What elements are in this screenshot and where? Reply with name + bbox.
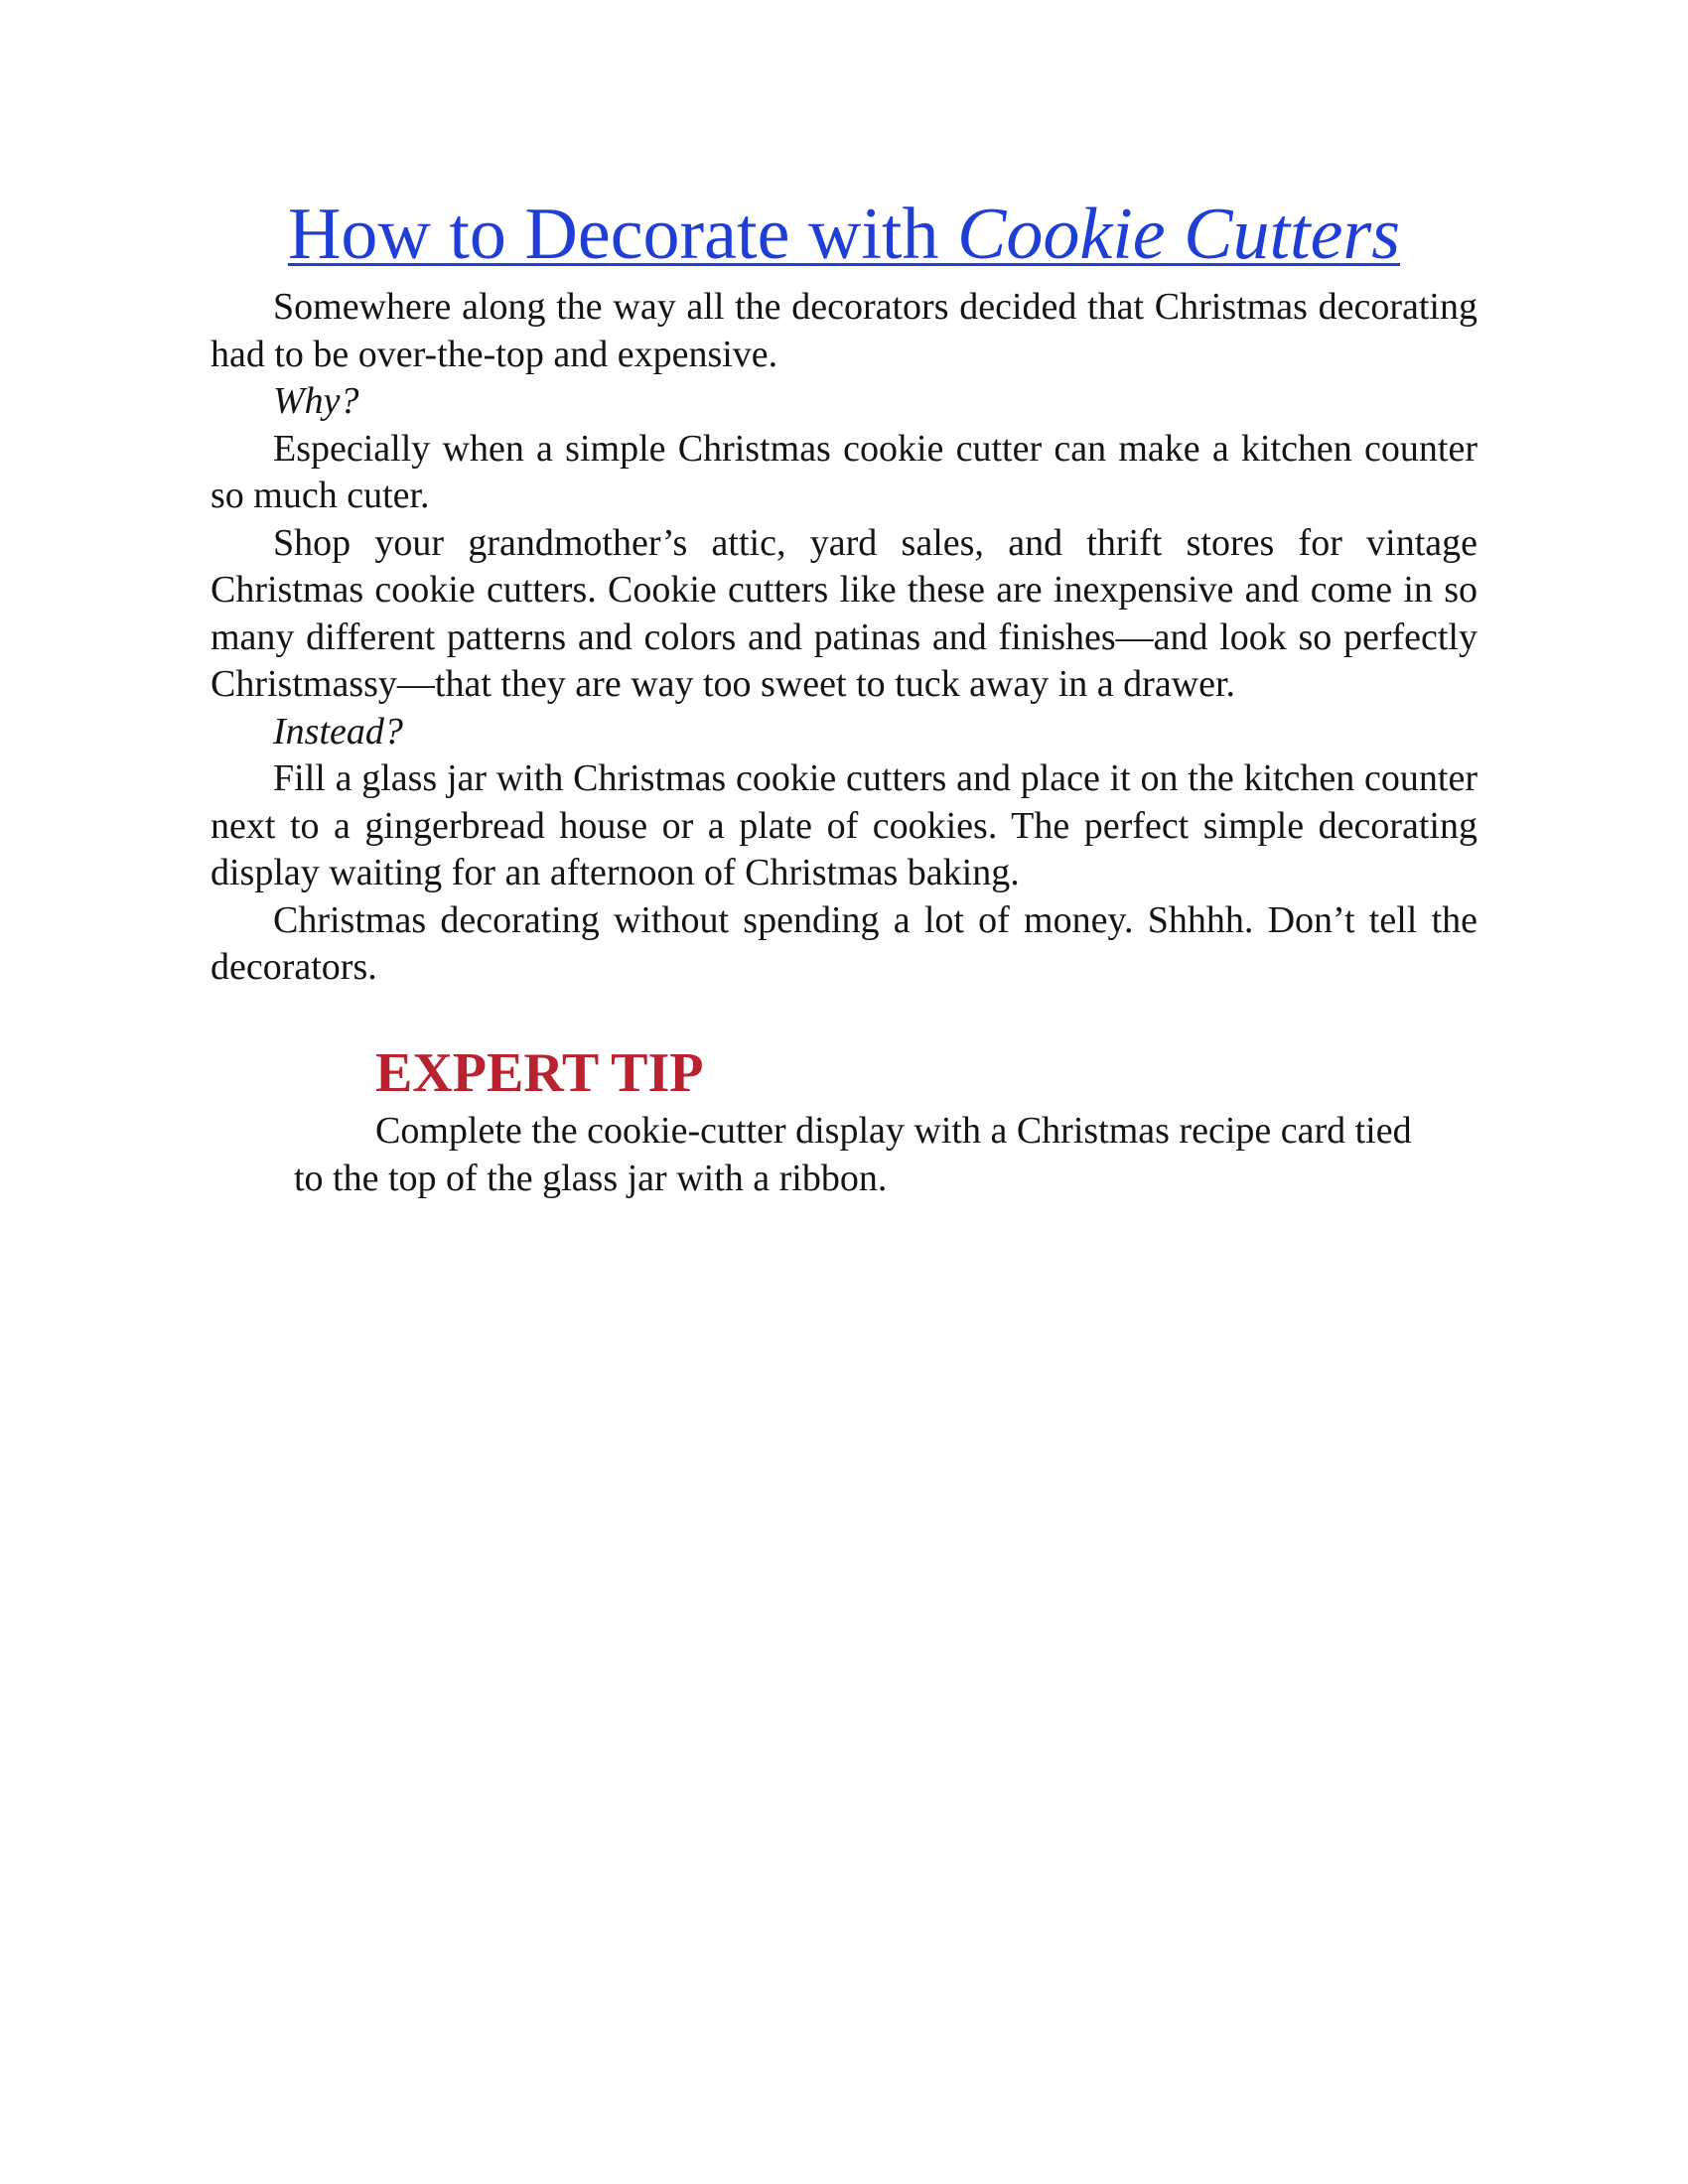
paragraph-closing: Christmas decorating without spending a lot of money. Shhhh. Don’t tell the decorators. [211,898,1477,988]
page-title[interactable] [211,195,1477,275]
paragraph-shop: Shop your grandmother’s attic, yard sales, and thrift stores for vintage Christmas cookie cutters. Cookie cutters like these are inexpensive and come in so many different patterns and colors and patinas and finishes—and look so perfectly Christmassy—that they are way too sweet to tuck away in a drawer. [211,521,1477,705]
paragraph-fill-jar: Fill a glass jar with Christmas cookie cutters and place it on the kitchen counter next to a gingerbread house or a plate of cookies. The perfect simple decorating display waiting for an afternoon of Christmas baking. [211,757,1477,893]
expert-tip-heading: EXPERT TIP [375,1042,704,1104]
paragraph-intro: Somewhere along the way all the decorators decided that Christmas decorating had to be over-the-top and expensive. [211,286,1477,375]
paragraph-especially: Especially when a simple Christmas cookie cutter can make a kitchen counter so much cuter. [211,427,1477,516]
paragraph-why: Why? [273,380,359,422]
title-emphasis-text: Cookie Cutters [957,194,1401,275]
title-lead-text: How to Decorate with [287,194,957,275]
paragraph-instead: Instead? [273,710,403,752]
expert-tip-text: Complete the cookie-cutter display with a Christmas recipe card tied to the top of the glass jar with a ribbon. [294,1110,1412,1199]
title-link[interactable] [288,194,1400,275]
expert-tip-box [294,1038,1446,1202]
article-body [211,284,1477,992]
